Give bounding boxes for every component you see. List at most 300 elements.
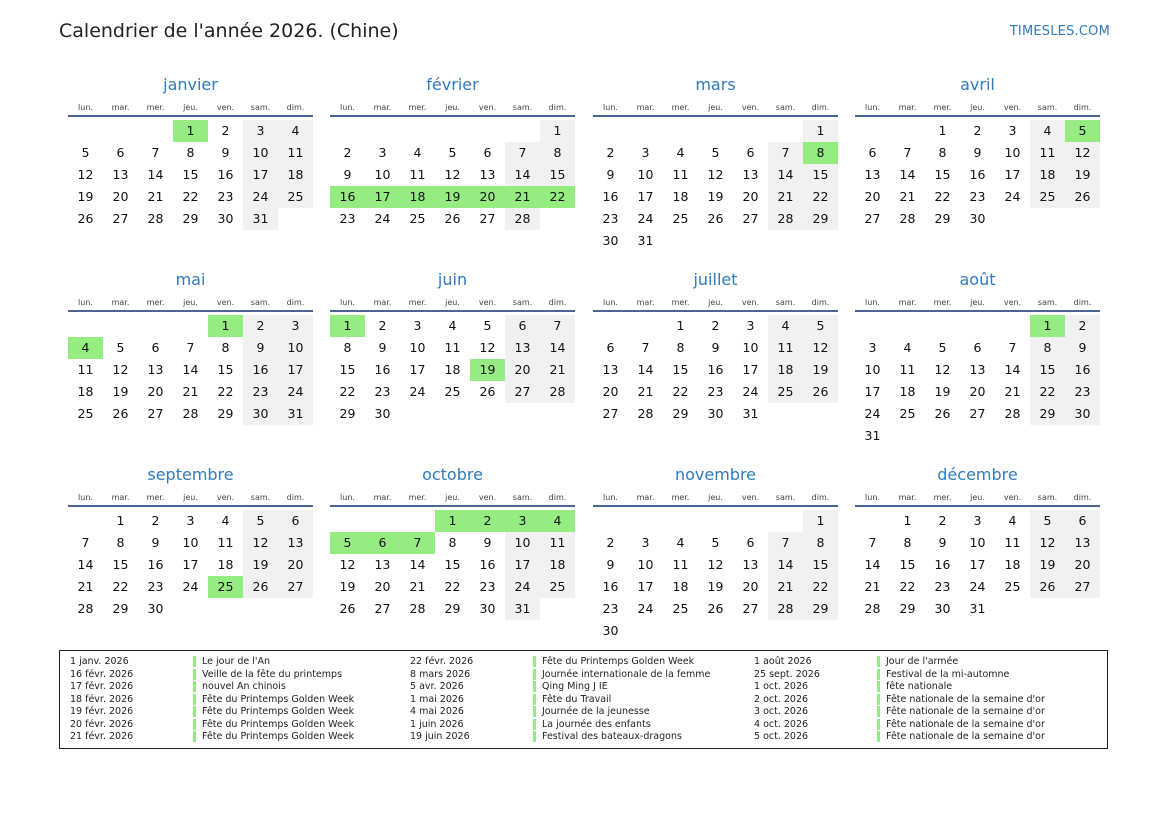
day-cell[interactable]: 8 <box>186 145 195 160</box>
day-cell[interactable]: 19 <box>803 359 838 381</box>
day-cell[interactable]: 10 <box>505 532 540 554</box>
day-cell[interactable]: 13 <box>112 167 129 182</box>
day-cell[interactable]: 16 <box>479 557 496 572</box>
day-cell[interactable]: 15 <box>934 167 951 182</box>
day-cell[interactable]: 26 <box>479 384 496 399</box>
holiday-day-cell[interactable]: 19 <box>470 359 505 381</box>
day-cell[interactable]: 30 <box>707 406 724 421</box>
day-cell[interactable]: 3 <box>378 145 387 160</box>
day-cell[interactable]: 3 <box>243 120 278 142</box>
day-cell[interactable]: 26 <box>444 211 461 226</box>
day-cell[interactable]: 24 <box>243 186 278 208</box>
day-cell[interactable]: 27 <box>969 406 986 421</box>
day-cell[interactable]: 1 <box>803 510 838 532</box>
day-cell[interactable]: 24 <box>1004 189 1021 204</box>
day-cell[interactable]: 5 <box>1030 510 1065 532</box>
day-cell[interactable]: 9 <box>483 535 492 550</box>
day-cell[interactable]: 27 <box>112 211 129 226</box>
holiday-day-cell[interactable]: 22 <box>540 186 575 208</box>
day-cell[interactable]: 9 <box>243 337 278 359</box>
day-cell[interactable]: 17 <box>182 557 199 572</box>
day-cell[interactable]: 20 <box>742 189 759 204</box>
day-cell[interactable]: 29 <box>444 601 461 616</box>
day-cell[interactable]: 18 <box>278 164 313 186</box>
day-cell[interactable]: 31 <box>278 403 313 425</box>
day-cell[interactable]: 14 <box>768 164 803 186</box>
day-cell[interactable]: 18 <box>672 189 689 204</box>
day-cell[interactable]: 14 <box>147 167 164 182</box>
day-cell[interactable]: 2 <box>243 315 278 337</box>
day-cell[interactable]: 9 <box>221 145 230 160</box>
day-cell[interactable]: 17 <box>864 384 881 399</box>
day-cell[interactable]: 1 <box>803 120 838 142</box>
day-cell[interactable]: 26 <box>1030 576 1065 598</box>
holiday-day-cell[interactable]: 4 <box>540 510 575 532</box>
day-cell[interactable]: 2 <box>606 535 615 550</box>
day-cell[interactable]: 23 <box>602 601 619 616</box>
day-cell[interactable]: 30 <box>147 601 164 616</box>
day-cell[interactable]: 17 <box>505 554 540 576</box>
day-cell[interactable]: 19 <box>707 579 724 594</box>
day-cell[interactable]: 2 <box>1065 315 1100 337</box>
day-cell[interactable]: 31 <box>505 598 540 620</box>
day-cell[interactable]: 26 <box>77 211 94 226</box>
day-cell[interactable]: 10 <box>278 337 313 359</box>
day-cell[interactable]: 29 <box>803 208 838 230</box>
day-cell[interactable]: 14 <box>77 557 94 572</box>
day-cell[interactable]: 22 <box>672 384 689 399</box>
day-cell[interactable]: 21 <box>637 384 654 399</box>
day-cell[interactable]: 16 <box>602 579 619 594</box>
day-cell[interactable]: 11 <box>409 167 426 182</box>
day-cell[interactable]: 22 <box>182 189 199 204</box>
day-cell[interactable]: 5 <box>938 340 947 355</box>
day-cell[interactable]: 10 <box>637 167 654 182</box>
holiday-day-cell[interactable]: 6 <box>365 532 400 554</box>
day-cell[interactable]: 2 <box>151 513 160 528</box>
day-cell[interactable]: 31 <box>969 601 986 616</box>
holiday-day-cell[interactable]: 1 <box>1030 315 1065 337</box>
day-cell[interactable]: 20 <box>742 579 759 594</box>
day-cell[interactable]: 12 <box>112 362 129 377</box>
day-cell[interactable]: 23 <box>969 189 986 204</box>
day-cell[interactable]: 23 <box>217 189 234 204</box>
day-cell[interactable]: 23 <box>243 381 278 403</box>
day-cell[interactable]: 26 <box>707 601 724 616</box>
day-cell[interactable]: 21 <box>409 579 426 594</box>
holiday-day-cell[interactable]: 5 <box>330 532 365 554</box>
day-cell[interactable]: 25 <box>444 384 461 399</box>
day-cell[interactable]: 10 <box>374 167 391 182</box>
day-cell[interactable]: 23 <box>934 579 951 594</box>
day-cell[interactable]: 27 <box>374 601 391 616</box>
day-cell[interactable]: 20 <box>969 384 986 399</box>
day-cell[interactable]: 27 <box>864 211 881 226</box>
day-cell[interactable]: 23 <box>479 579 496 594</box>
day-cell[interactable]: 22 <box>899 579 916 594</box>
day-cell[interactable]: 19 <box>243 554 278 576</box>
day-cell[interactable]: 10 <box>182 535 199 550</box>
day-cell[interactable]: 28 <box>77 601 94 616</box>
day-cell[interactable]: 18 <box>1030 164 1065 186</box>
day-cell[interactable]: 31 <box>864 428 881 443</box>
day-cell[interactable]: 29 <box>339 406 356 421</box>
brand-link[interactable]: TIMESLES.COM <box>1009 24 1110 39</box>
day-cell[interactable]: 8 <box>448 535 457 550</box>
holiday-day-cell[interactable]: 19 <box>435 186 470 208</box>
day-cell[interactable]: 7 <box>151 145 160 160</box>
day-cell[interactable]: 6 <box>973 340 982 355</box>
day-cell[interactable]: 14 <box>899 167 916 182</box>
day-cell[interactable]: 15 <box>339 362 356 377</box>
day-cell[interactable]: 9 <box>343 167 352 182</box>
day-cell[interactable]: 14 <box>1004 362 1021 377</box>
day-cell[interactable]: 25 <box>1004 579 1021 594</box>
day-cell[interactable]: 4 <box>448 318 457 333</box>
day-cell[interactable]: 28 <box>540 381 575 403</box>
day-cell[interactable]: 15 <box>112 557 129 572</box>
day-cell[interactable]: 8 <box>803 532 838 554</box>
day-cell[interactable]: 12 <box>934 362 951 377</box>
day-cell[interactable]: 6 <box>746 535 755 550</box>
day-cell[interactable]: 28 <box>637 406 654 421</box>
day-cell[interactable]: 28 <box>768 598 803 620</box>
holiday-day-cell[interactable]: 8 <box>803 142 838 164</box>
day-cell[interactable]: 7 <box>505 142 540 164</box>
day-cell[interactable]: 6 <box>278 510 313 532</box>
holiday-day-cell[interactable]: 21 <box>505 186 540 208</box>
day-cell[interactable]: 4 <box>676 535 685 550</box>
day-cell[interactable]: 18 <box>540 554 575 576</box>
day-cell[interactable]: 30 <box>217 211 234 226</box>
holiday-day-cell[interactable]: 5 <box>1065 120 1100 142</box>
day-cell[interactable]: 9 <box>378 340 387 355</box>
day-cell[interactable]: 16 <box>147 557 164 572</box>
day-cell[interactable]: 24 <box>864 406 881 421</box>
holiday-day-cell[interactable]: 1 <box>173 120 208 142</box>
day-cell[interactable]: 7 <box>868 535 877 550</box>
day-cell[interactable]: 3 <box>278 315 313 337</box>
day-cell[interactable]: 25 <box>672 211 689 226</box>
day-cell[interactable]: 16 <box>243 359 278 381</box>
day-cell[interactable]: 30 <box>243 403 278 425</box>
day-cell[interactable]: 12 <box>1030 532 1065 554</box>
day-cell[interactable]: 19 <box>934 384 951 399</box>
day-cell[interactable]: 25 <box>1030 186 1065 208</box>
day-cell[interactable]: 10 <box>864 362 881 377</box>
day-cell[interactable]: 30 <box>602 233 619 248</box>
day-cell[interactable]: 6 <box>483 145 492 160</box>
day-cell[interactable]: 18 <box>899 384 916 399</box>
day-cell[interactable]: 3 <box>186 513 195 528</box>
day-cell[interactable]: 8 <box>540 142 575 164</box>
day-cell[interactable]: 1 <box>116 513 125 528</box>
day-cell[interactable]: 12 <box>707 557 724 572</box>
day-cell[interactable]: 13 <box>742 557 759 572</box>
day-cell[interactable]: 29 <box>899 601 916 616</box>
day-cell[interactable]: 16 <box>934 557 951 572</box>
day-cell[interactable]: 24 <box>742 384 759 399</box>
day-cell[interactable]: 10 <box>409 340 426 355</box>
day-cell[interactable]: 10 <box>742 340 759 355</box>
day-cell[interactable]: 8 <box>903 535 912 550</box>
day-cell[interactable]: 9 <box>606 167 615 182</box>
day-cell[interactable]: 2 <box>378 318 387 333</box>
holiday-day-cell[interactable]: 4 <box>68 337 103 359</box>
day-cell[interactable]: 16 <box>602 189 619 204</box>
day-cell[interactable]: 13 <box>505 337 540 359</box>
day-cell[interactable]: 27 <box>742 601 759 616</box>
day-cell[interactable]: 11 <box>217 535 234 550</box>
day-cell[interactable]: 21 <box>864 579 881 594</box>
day-cell[interactable]: 11 <box>672 167 689 182</box>
day-cell[interactable]: 1 <box>938 123 947 138</box>
day-cell[interactable]: 10 <box>243 142 278 164</box>
day-cell[interactable]: 6 <box>116 145 125 160</box>
day-cell[interactable]: 12 <box>803 337 838 359</box>
day-cell[interactable]: 6 <box>746 145 755 160</box>
day-cell[interactable]: 26 <box>1065 186 1100 208</box>
day-cell[interactable]: 20 <box>374 579 391 594</box>
day-cell[interactable]: 22 <box>803 186 838 208</box>
day-cell[interactable]: 14 <box>864 557 881 572</box>
day-cell[interactable]: 2 <box>711 318 720 333</box>
day-cell[interactable]: 11 <box>672 557 689 572</box>
day-cell[interactable]: 23 <box>374 384 391 399</box>
day-cell[interactable]: 1 <box>903 513 912 528</box>
day-cell[interactable]: 18 <box>444 362 461 377</box>
day-cell[interactable]: 4 <box>1030 120 1065 142</box>
day-cell[interactable]: 5 <box>803 315 838 337</box>
day-cell[interactable]: 21 <box>540 359 575 381</box>
day-cell[interactable]: 8 <box>938 145 947 160</box>
day-cell[interactable]: 11 <box>278 142 313 164</box>
day-cell[interactable]: 6 <box>151 340 160 355</box>
day-cell[interactable]: 7 <box>903 145 912 160</box>
day-cell[interactable]: 20 <box>505 359 540 381</box>
day-cell[interactable]: 21 <box>768 576 803 598</box>
day-cell[interactable]: 8 <box>1030 337 1065 359</box>
day-cell[interactable]: 24 <box>278 381 313 403</box>
day-cell[interactable]: 9 <box>938 535 947 550</box>
day-cell[interactable]: 29 <box>803 598 838 620</box>
day-cell[interactable]: 27 <box>479 211 496 226</box>
day-cell[interactable]: 4 <box>768 315 803 337</box>
day-cell[interactable]: 3 <box>1008 123 1017 138</box>
day-cell[interactable]: 30 <box>969 211 986 226</box>
day-cell[interactable]: 2 <box>221 123 230 138</box>
day-cell[interactable]: 21 <box>147 189 164 204</box>
day-cell[interactable]: 17 <box>969 557 986 572</box>
day-cell[interactable]: 27 <box>1065 576 1100 598</box>
day-cell[interactable]: 19 <box>339 579 356 594</box>
day-cell[interactable]: 24 <box>505 576 540 598</box>
day-cell[interactable]: 20 <box>602 384 619 399</box>
day-cell[interactable]: 15 <box>444 557 461 572</box>
day-cell[interactable]: 7 <box>186 340 195 355</box>
day-cell[interactable]: 27 <box>278 576 313 598</box>
holiday-day-cell[interactable]: 3 <box>505 510 540 532</box>
day-cell[interactable]: 20 <box>112 189 129 204</box>
day-cell[interactable]: 12 <box>707 167 724 182</box>
day-cell[interactable]: 12 <box>77 167 94 182</box>
holiday-day-cell[interactable]: 2 <box>470 510 505 532</box>
holiday-day-cell[interactable]: 7 <box>400 532 435 554</box>
holiday-day-cell[interactable]: 18 <box>400 186 435 208</box>
day-cell[interactable]: 12 <box>479 340 496 355</box>
day-cell[interactable]: 7 <box>768 142 803 164</box>
day-cell[interactable]: 30 <box>1065 403 1100 425</box>
day-cell[interactable]: 21 <box>899 189 916 204</box>
day-cell[interactable]: 4 <box>278 120 313 142</box>
day-cell[interactable]: 25 <box>77 406 94 421</box>
day-cell[interactable]: 31 <box>243 208 278 230</box>
day-cell[interactable]: 28 <box>768 208 803 230</box>
holiday-day-cell[interactable]: 20 <box>470 186 505 208</box>
day-cell[interactable]: 30 <box>934 601 951 616</box>
day-cell[interactable]: 27 <box>742 211 759 226</box>
day-cell[interactable]: 28 <box>182 406 199 421</box>
day-cell[interactable]: 9 <box>1065 337 1100 359</box>
day-cell[interactable]: 28 <box>1004 406 1021 421</box>
day-cell[interactable]: 7 <box>1008 340 1017 355</box>
day-cell[interactable]: 5 <box>483 318 492 333</box>
day-cell[interactable]: 22 <box>112 579 129 594</box>
day-cell[interactable]: 5 <box>711 145 720 160</box>
day-cell[interactable]: 15 <box>540 164 575 186</box>
day-cell[interactable]: 15 <box>672 362 689 377</box>
day-cell[interactable]: 18 <box>1004 557 1021 572</box>
day-cell[interactable]: 13 <box>374 557 391 572</box>
day-cell[interactable]: 8 <box>221 340 230 355</box>
day-cell[interactable]: 24 <box>637 601 654 616</box>
day-cell[interactable]: 16 <box>217 167 234 182</box>
day-cell[interactable]: 5 <box>116 340 125 355</box>
day-cell[interactable]: 16 <box>374 362 391 377</box>
day-cell[interactable]: 12 <box>243 532 278 554</box>
day-cell[interactable]: 6 <box>606 340 615 355</box>
day-cell[interactable]: 22 <box>339 384 356 399</box>
day-cell[interactable]: 26 <box>339 601 356 616</box>
day-cell[interactable]: 26 <box>707 211 724 226</box>
day-cell[interactable]: 31 <box>742 406 759 421</box>
day-cell[interactable]: 12 <box>444 167 461 182</box>
day-cell[interactable]: 8 <box>343 340 352 355</box>
day-cell[interactable]: 22 <box>803 576 838 598</box>
day-cell[interactable]: 29 <box>112 601 129 616</box>
day-cell[interactable]: 5 <box>448 145 457 160</box>
day-cell[interactable]: 14 <box>540 337 575 359</box>
day-cell[interactable]: 21 <box>182 384 199 399</box>
day-cell[interactable]: 11 <box>444 340 461 355</box>
day-cell[interactable]: 1 <box>676 318 685 333</box>
day-cell[interactable]: 11 <box>540 532 575 554</box>
day-cell[interactable]: 26 <box>243 576 278 598</box>
day-cell[interactable]: 9 <box>973 145 982 160</box>
day-cell[interactable]: 2 <box>343 145 352 160</box>
day-cell[interactable]: 15 <box>182 167 199 182</box>
day-cell[interactable]: 24 <box>374 211 391 226</box>
holiday-day-cell[interactable]: 1 <box>208 315 243 337</box>
day-cell[interactable]: 24 <box>182 579 199 594</box>
holiday-day-cell[interactable]: 1 <box>435 510 470 532</box>
day-cell[interactable]: 14 <box>768 554 803 576</box>
day-cell[interactable]: 22 <box>444 579 461 594</box>
day-cell[interactable]: 5 <box>81 145 90 160</box>
day-cell[interactable]: 19 <box>707 189 724 204</box>
day-cell[interactable]: 25 <box>409 211 426 226</box>
day-cell[interactable]: 14 <box>409 557 426 572</box>
day-cell[interactable]: 7 <box>768 532 803 554</box>
day-cell[interactable]: 11 <box>77 362 94 377</box>
day-cell[interactable]: 23 <box>707 384 724 399</box>
day-cell[interactable]: 4 <box>413 145 422 160</box>
day-cell[interactable]: 8 <box>116 535 125 550</box>
day-cell[interactable]: 15 <box>217 362 234 377</box>
day-cell[interactable]: 30 <box>602 623 619 638</box>
day-cell[interactable]: 17 <box>637 579 654 594</box>
day-cell[interactable]: 25 <box>540 576 575 598</box>
day-cell[interactable]: 10 <box>637 557 654 572</box>
day-cell[interactable]: 17 <box>1004 167 1021 182</box>
day-cell[interactable]: 14 <box>637 362 654 377</box>
day-cell[interactable]: 13 <box>1065 532 1100 554</box>
day-cell[interactable]: 5 <box>711 535 720 550</box>
day-cell[interactable]: 19 <box>1065 164 1100 186</box>
day-cell[interactable]: 20 <box>147 384 164 399</box>
day-cell[interactable]: 6 <box>1065 510 1100 532</box>
day-cell[interactable]: 14 <box>505 164 540 186</box>
day-cell[interactable]: 29 <box>1030 403 1065 425</box>
day-cell[interactable]: 7 <box>641 340 650 355</box>
day-cell[interactable]: 13 <box>602 362 619 377</box>
day-cell[interactable]: 16 <box>969 167 986 182</box>
day-cell[interactable]: 11 <box>1030 142 1065 164</box>
day-cell[interactable]: 4 <box>1008 513 1017 528</box>
day-cell[interactable]: 29 <box>934 211 951 226</box>
day-cell[interactable]: 8 <box>676 340 685 355</box>
day-cell[interactable]: 17 <box>243 164 278 186</box>
day-cell[interactable]: 13 <box>147 362 164 377</box>
day-cell[interactable]: 9 <box>606 557 615 572</box>
day-cell[interactable]: 1 <box>540 120 575 142</box>
holiday-day-cell[interactable]: 1 <box>330 315 365 337</box>
day-cell[interactable]: 7 <box>81 535 90 550</box>
day-cell[interactable]: 3 <box>641 535 650 550</box>
day-cell[interactable]: 9 <box>711 340 720 355</box>
day-cell[interactable]: 18 <box>77 384 94 399</box>
day-cell[interactable]: 23 <box>147 579 164 594</box>
day-cell[interactable]: 27 <box>505 381 540 403</box>
day-cell[interactable]: 26 <box>803 381 838 403</box>
day-cell[interactable]: 2 <box>938 513 947 528</box>
day-cell[interactable]: 6 <box>868 145 877 160</box>
day-cell[interactable]: 15 <box>803 554 838 576</box>
day-cell[interactable]: 25 <box>278 186 313 208</box>
day-cell[interactable]: 24 <box>409 384 426 399</box>
day-cell[interactable]: 10 <box>1004 145 1021 160</box>
day-cell[interactable]: 29 <box>672 406 689 421</box>
day-cell[interactable]: 5 <box>243 510 278 532</box>
day-cell[interactable]: 17 <box>409 362 426 377</box>
day-cell[interactable]: 13 <box>969 362 986 377</box>
day-cell[interactable]: 21 <box>1004 384 1021 399</box>
day-cell[interactable]: 17 <box>742 362 759 377</box>
day-cell[interactable]: 11 <box>1004 535 1021 550</box>
day-cell[interactable]: 7 <box>540 315 575 337</box>
day-cell[interactable]: 24 <box>969 579 986 594</box>
day-cell[interactable]: 22 <box>1030 381 1065 403</box>
